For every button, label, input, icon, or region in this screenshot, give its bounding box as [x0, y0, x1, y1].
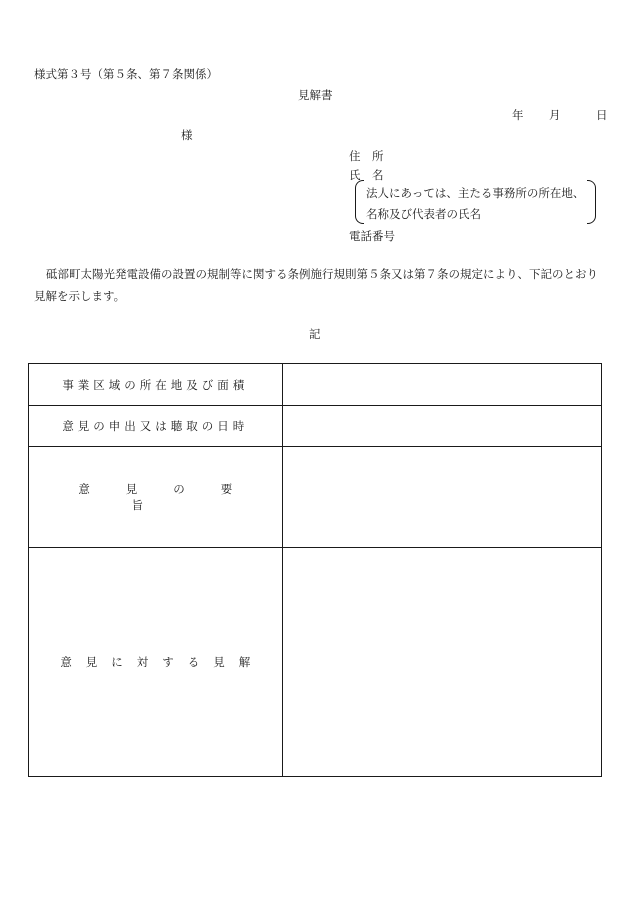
ki-heading: 記	[309, 327, 321, 341]
table-row	[29, 447, 602, 548]
datetime-value-cell[interactable]	[282, 406, 601, 447]
phone-label: 電話番号	[349, 229, 395, 243]
location-value-cell[interactable]	[282, 364, 601, 406]
left-bracket	[355, 180, 364, 224]
row-label-response	[29, 548, 283, 777]
document-title: 見解書	[298, 88, 333, 102]
summary-value-cell[interactable]	[282, 447, 601, 548]
response-value-cell[interactable]	[282, 548, 601, 777]
location-label-text: 事業区域の所在地及び面積	[62, 377, 249, 392]
datetime-label-text: 意見の申出又は聴取の日時	[62, 419, 249, 433]
date-month-label: 月	[549, 108, 561, 122]
address-label: 住 所	[349, 149, 384, 163]
body-paragraph: 砥部町太陽光発電設備の設置の規制等に関する条例施行規則第５条又は第７条の規定により、下記のとおり見解を示します。	[34, 267, 598, 303]
table-row	[29, 548, 602, 777]
table-row	[29, 364, 602, 406]
table-row	[29, 406, 602, 447]
right-bracket	[587, 180, 596, 224]
name-label: 氏 名	[349, 168, 384, 182]
date-year-label: 年	[512, 108, 524, 122]
date-line	[512, 107, 608, 123]
date-day-label: 日	[596, 108, 608, 122]
row-label-datetime	[29, 406, 283, 447]
form-number: 様式第３号（第５条、第７条関係）	[34, 67, 218, 81]
addressee-suffix: 様	[181, 128, 193, 142]
response-label-text: 意見に対する見解	[60, 655, 265, 669]
opinion-table	[28, 363, 602, 777]
row-label-location	[29, 364, 283, 406]
summary-label-text: 意見の要旨	[78, 482, 269, 512]
row-label-summary	[29, 447, 283, 548]
corporate-note-line2: 名称及び代表者の氏名	[366, 207, 481, 221]
corporate-note-line1: 法人にあっては、主たる事務所の所在地、	[366, 186, 585, 200]
